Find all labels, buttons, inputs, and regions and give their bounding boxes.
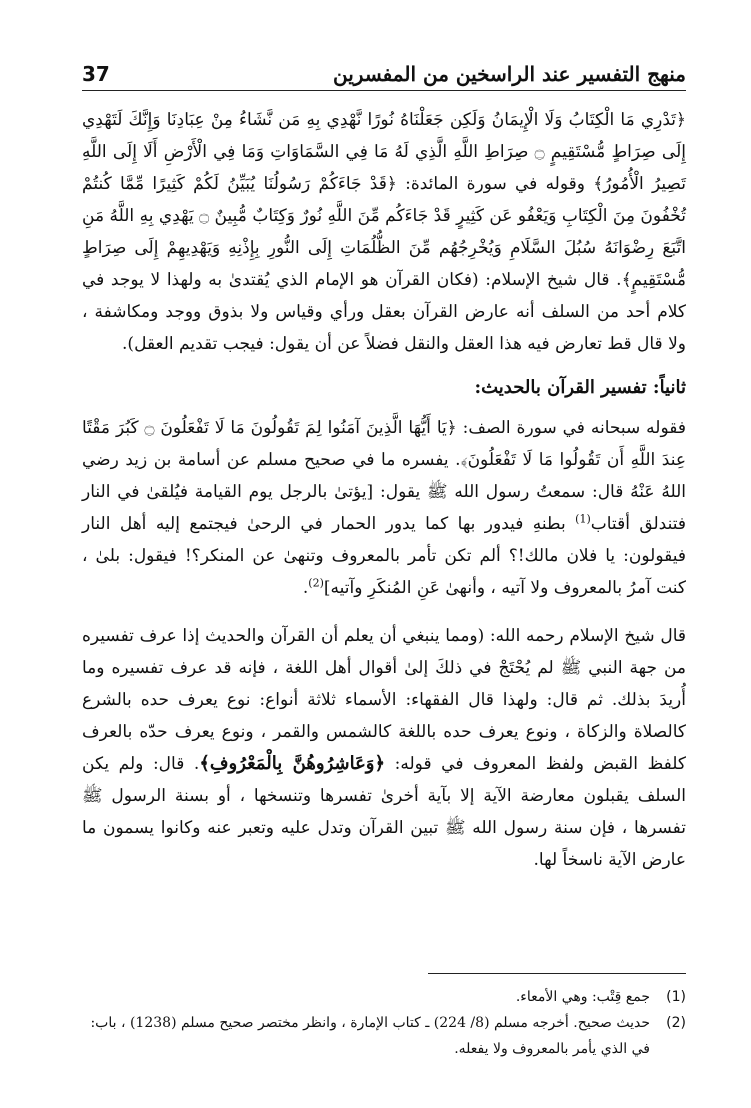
footnote-number: (1) [666, 989, 686, 1005]
footnote-1 [82, 984, 686, 1010]
footnote-ref-1: (1) [575, 512, 591, 526]
paragraph-sheikh-part-b: . قال: ولم يكن السلف يقبلون معارضة الآية إلا بآية أخرىٰ تفسرها وتنسخها ، أو بسنة الرسول ﷺ تفسرها ، فإن سنة رسول الله ﷺ تبين القرآن وتدل عليه وتعبر عنه وكانوا يسمون ما عارض الآية ناسخاً لها. [82, 754, 686, 870]
running-title: منهج التفسير عند الراسخين من المفسرين [333, 62, 686, 86]
paragraph-sheikh-quote [82, 620, 686, 876]
quran-verse-inline: ﴿وَعَاشِرُوهُنَّ بِالْمَعْرُوفِ﴾ [199, 753, 386, 774]
footnote-number: (2) [666, 1015, 686, 1031]
paragraph-hadith [82, 412, 686, 604]
page-body [82, 104, 686, 888]
paragraph-sheikh-part-a: قال شيخ الإسلام رحمه الله: (ومما ينبغي أن يعلم أن القرآن والحديث إذا عرف تفسيره من جهة النبي ﷺ لم يُحْتَجْ في ذلكَ إلىٰ أقوال أهل اللغة ، فإنه قد عرف تفسيره وما أُريدَ بذلك. ثم قال: ولهذا قال الفقهاء: الأسماء ثلاثة أنواع: نوع يعرف حده بالشرع كالصلاة والزكاة ، ونوع يعرف حده باللغة كالشمس والقمر ، ونوع يعرف حدّه بالعرف كلفظ القبض ولفظ المعروف في قوله: [82, 626, 686, 774]
paragraph-hadith-part-b: بطنهِ فيدور بها كما يدور الحمار في الرحىٰ فيجتمع إليه أهل النار فيقولون: يا فلان مالك!؟ ألم تكن تأمر بالمعروف وتنهىٰ عن المنكر؟! فيقول: بلىٰ ، كنت آمرُ بالمعروف ولا آتيه ، وأنهىٰ عَنِ المُنكَرِ وآتيه] [82, 514, 686, 598]
footnotes [82, 984, 686, 1062]
footnote-divider [428, 973, 686, 974]
section-heading: ثانياً: تفسير القرآن بالحديث: [474, 377, 686, 398]
footnote-2 [82, 1010, 686, 1062]
paragraph-hadith-part-a: فقوله سبحانه في سورة الصف: ﴿يَا أَيُّهَا الَّذِينَ آمَنُوا لِمَ تَقُولُونَ مَا لَا تَفْعَلُونَ ۝ كَبُرَ مَقْتًا عِندَ اللَّهِ أَن تَقُولُوا مَا لَا تَفْعَلُونَ﴾. يفسره ما في صحيح مسلم عن أسامة بن زيد رضي اللهُ عَنْهُ قال: سمعتُ رسول الله ﷺ يقول: [يؤتىٰ بالرجل يوم القيامة فيُلقىٰ في النار فتندلق أقتاب [82, 418, 686, 534]
page-header [82, 58, 686, 91]
footnote-text: جمع قِتْب: وهي الأمعاء. [515, 989, 650, 1005]
page-number: 37 [82, 62, 110, 86]
paragraph-hadith-part-c: . [302, 578, 309, 598]
footnote-text: حديث صحيح. أخرجه مسلم (8/ 224) ـ كتاب الإمارة ، وانظر مختصر صحيح مسلم (1238) ، باب: في الذي يأمر بالمعروف ولا يفعله. [90, 1015, 650, 1057]
paragraph-quran-citations: ﴿تَدْرِي مَا الْكِتَابُ وَلَا الْإِيمَانُ وَلَكِن جَعَلْنَاهُ نُورًا نَّهْدِي بِهِ مَن نَّشَاءُ مِنْ عِبَادِنَا وَإِنَّكَ لَتَهْدِي إِلَى صِرَاطٍ مُّسْتَقِيمٍ ۝ صِرَاطِ اللَّهِ الَّذِي لَهُ مَا فِي السَّمَاوَاتِ وَمَا فِي الْأَرْضِ أَلَا إِلَى اللَّهِ تَصِيرُ الْأُمُورُ﴾ وقوله في سورة المائدة: ﴿قَدْ جَاءَكُمْ رَسُولُنَا يُبَيِّنُ لَكُمْ كَثِيرًا مِّمَّا كُنتُمْ تُخْفُونَ مِنَ الْكِتَابِ وَيَعْفُو عَن كَثِيرٍ قَدْ جَاءَكُم مِّنَ اللَّهِ نُورٌ وَكِتَابٌ مُّبِينٌ ۝ يَهْدِي بِهِ اللَّهُ مَنِ اتَّبَعَ رِضْوَانَهُ سُبُلَ السَّلَامِ وَيُخْرِجُهُم مِّنَ الظُّلُمَاتِ إِلَى النُّورِ بِإِذْنِهِ وَيَهْدِيهِمْ إِلَى صِرَاطٍ مُّسْتَقِيمٍ﴾. قال شيخ الإسلام: (فكان القرآن هو الإمام الذي يُقتدىٰ به ولهذا لا يوجد في كلام أحد من السلف أنه عارض القرآن بعقل ورأي وقياس ولا بذوق ووجد ومكاشفة ، ولا قال قط تعارض فيه هذا العقل والنقل فضلاً عن أن يقول: فيجب تقديم العقل). [82, 110, 686, 354]
footnote-ref-2: (2) [308, 576, 324, 590]
